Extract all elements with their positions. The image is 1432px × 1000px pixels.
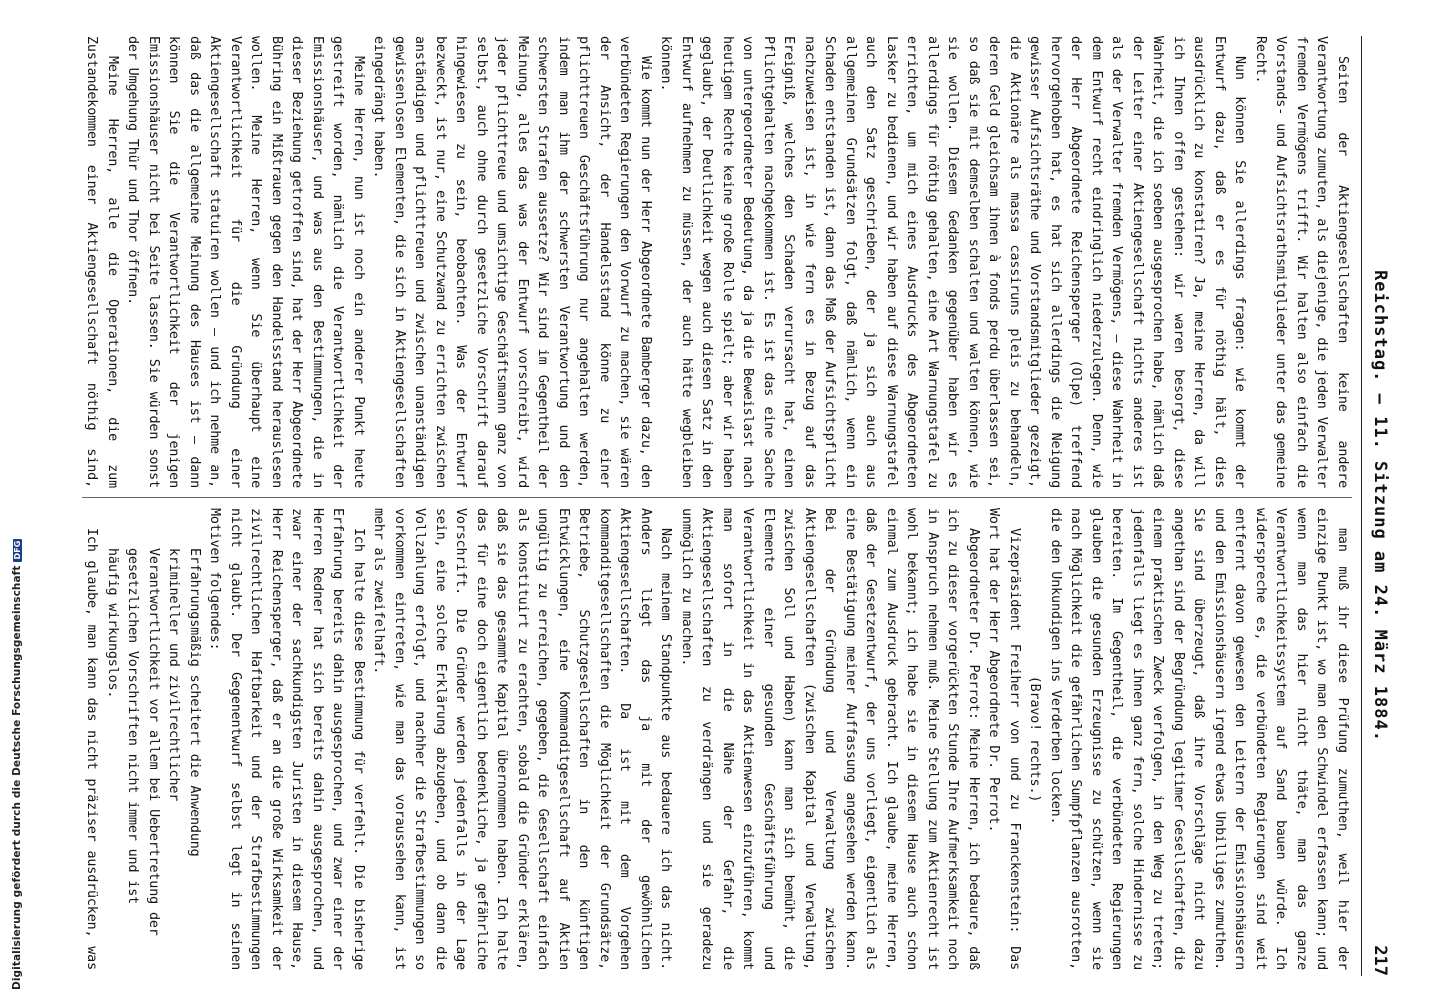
paragraph: Meine Herren, nun ist noch ein anderer Punkt heute gestreift worden, nämlich die Verantwortlichkeit der Emissionshäuser, und was aus den Bestimmungen, die in dieser Beziehung getroffen sind, hat der Herr Abgeordnete Bühring ein Mißtrauen gegen den Handelsstand herauslesen wollen. Meine Herren, wenn Sie überhaupt eine Verantwortlichkeit für die Gründung einer Aktiengesellschaft statuiren wollen — und ich nehme an, daß das die allgemeine Meinung des Hauses ist — dann können Sie die Verantwortlichkeit der jenigen Emissionshäuser nicht bei Seite lassen. Sie würden sonst der Umgehung Thür und Thor öffnen. bbox=[125, 36, 366, 488]
left-column bbox=[82, 36, 1352, 488]
page-number: 217 bbox=[1370, 945, 1390, 976]
paragraph: Wie kommt nun der Herr Abgeordnete Bamberger dazu, den verbündeten Regierungen den Vorwurf zu machen, sie wären der Ansicht, der Handelsstand könne zu einer pflichttreuen Geschäftsführung nur angehalten werden, indem man ihm der schwersten Verantwortung und den schwersten Strafen aussetze? Wir sind im Gegentheil der Meinung, alles das was der Entwurf vorschreibt, wird jeder pflichttreue und umsichtige Geschäftsmann ganz von selbst, auch ohne durch gesetzliche Vorschrift darauf hingewiesen zu sein, beobachten. Was der Entwurf bezweckt, ist nur, eine Schutzwand zu errichten zwischen anständigen und pflichttreuen und zwischen unanständigen gewissenlosen Elementen, die sich in Aktiengesellschaften eingedrängt haben. bbox=[371, 36, 653, 488]
paragraph: Vizepräsident Freiherr von und zu Franckenstein: Das Wort hat der Herr Abgeordnete Dr. Perrot. bbox=[986, 508, 1022, 970]
paragraph: Abgeordneter Dr. Perrot: Meine Herren, ich bedaure, daß ich zu dieser vorgerückten Stunde Ihre Aufmerksamkeit noch in Anspruch nehmen muß. Meine Stellung zum Aktienrecht ist wohl bekannt; ich habe sie in diesem Hause auch schon einmal zum Ausdruck gebracht. Ich glaube, meine Herren, daß der Gesetzentwurf, der uns vorliegt, eigentlich als eine Bestätigung meiner Auffassung angesehen werden kann. Bei der Gründung und Verwaltung zwischen Aktiengesellschaften (zwischen Kapital und Verwaltung, zwischen Soll und Haben) kann man sich bemüht, die Elemente einer gesunden Geschäftsführung und Verantwortlichkeit in das Aktienwesen einzuführen, kommt man sofort in die Nähe der Gefahr, die Aktiengesellschaften zu verdrängen und sie geradezu unmöglich zu machen. bbox=[679, 508, 981, 970]
paragraph: Ich halte diese Bestimmung für verfehlt. Die bisherige Erfahrung bereits dahin ausgesprochen, und zwar einer der Herren Redner hat sich bereits dahin ausgesprochen, und zwar einer der sachkundigsten Juristen in diesem Hause, Herr Reichensperger, daß er an die große Wirksamkeit der zivilrechtlichen Haftbarkeit und der Strafbestimmungen nicht glaubt. Der Gegenentwurf selbst legt in seinen Motiven folgendes: bbox=[207, 508, 366, 970]
watermark-text bbox=[11, 539, 23, 990]
scanned-page bbox=[70, 0, 1400, 1000]
interjection: (Bravo! rechts.) bbox=[1027, 675, 1043, 803]
dfg-logo: DFG bbox=[13, 540, 22, 560]
paragraph: Meine Herren, alle die Operationen, die zum Zustandekommen einer Aktiengesellschaft nöthig sind, bbox=[84, 36, 120, 488]
paragraph: Ich glaube, man kann das nicht präziser ausdrücken, was bbox=[84, 528, 100, 970]
running-title: Reichstag. — 11. Sitzung am 24. März 1884. bbox=[1370, 270, 1390, 742]
page-header bbox=[1361, 36, 1392, 976]
column-divider bbox=[82, 497, 1352, 498]
paragraph: man muß ihr diese Prüfung zumuthen, weil hier der einzige Punkt ist, wo man den Schwindel erfassen kann; und wenn man das hier nicht thäte, man das ganze Verantwortlichkeitssystem auf Sand bauen würde. Ich widerspreche es, die verbündeten Regierungen sind weit entfernt davon gewesen den Leitern der Emissionshäusern und den Emissionshäusern irgend etwas Unbilliges zumuthen. Sie sind überzeugt, daß ihre Vorschläge nicht dazu angethan sind der Begründung legitimer Gesellschaften, die einem praktischen Zweck verfolgen, in den Weg zu treten; jedenfalls liegt es ihnen ganz fern, solche Hindernisse zu bereiten. Im Gegentheil, die verbündeten Regierungen glauben die gesunden Erzeugnisse zu schützen, wenn sie nach Möglichkeit die gefährlichen Sumpfpflanzen ausrotten, die den Unkundigen ins Verderben locken. bbox=[1048, 508, 1350, 970]
dfg-watermark bbox=[0, 0, 22, 1000]
paragraph: Nach meinem Standpunkte aus bedauere ich das nicht. Anders liegt das ja mit der gewöhnlichen Aktiengesellschaften. Da ist mit dem Vorgehen kommanditgesellschaften die Möglichkeit der Grundsätze, Betriebe, Schutzgesellschaften in den künftigen Entwicklungen, eine Kommanditgesellschaft auf Aktien ungültig zu erreichen, gegeben, die Gesellschaft einfach als konstituirt zu erachten, sobald die Gründer erklären, daß sie das gesammte Kapital übernommen haben. Ich halte das für eine doch eigentlich bedenkliche, ja gefährliche Vorschrift. Die Gründer werden jedenfalls in der Lage sein, eine solche Erklärung abzugeben, und ob dann die Vollzahlung erfolgt, und nachher die Strafbestimmungen so vorkommen eintreten, wie man das voraussehen kann, ist mehr als zweifelhaft. bbox=[371, 508, 674, 970]
right-column bbox=[82, 508, 1352, 970]
paragraph: Erfahrungsmäßig scheitert die Anwendung krimineller und zivilrechtlicher Verantwortlichkeit vor allem bei Uebertretung der gesetzlichen Vorschriften nicht immer und ist häufig wirkungslos. bbox=[105, 548, 202, 936]
watermark-label: Digitalisierung gefördert durch die Deutsche Forschungsgemeinschaft bbox=[11, 565, 23, 990]
paragraph: Nun können Sie allerdings fragen: wie kommt der Entwurf dazu, daß er es für nöthig hält, dies ausdrücklich zu konstatiren? Ja, meine Herren, da will ich Ihnen offen gestehen: wir waren besorgt, diese Wahrheit, die ich soeben ausgesprochen habe, nämlich daß der Leiter einer Aktiengesellschaft nichts anderes ist als der Verwalter fremden Vermögens, — diese Wahrheit in dem Entwurf recht eindringlich niederzulegen. Denn, wie der Herr Abgeordnete Reichensperger (Olpe) treffend hervorgehoben hat, es hat sich allerdings die Neigung gewisser Aufsichtsräthe und Vorstandsmitglieder gezeigt, die Aktionäre als massa cassiruns pleis zu behandeln, deren Geld gleichsam ihnen à fonds perdu überlassen sei, so daß sie mit demselben schalten und walten können, wie sie wollen. Diesem Gedanken gegenüber haben wir es allerdings für nöthig gehalten, eine Art Warnungstafel zu errichten, um mich eines Ausdrucks des Abgeordneten Lasker zu bedienen, und wir haben auf diese Warnungstafel auch den Satz geschrieben, der ja sich auch aus allgemeinen Grundsätzen folgt, daß nämlich, wenn ein Schaden entstanden ist, dann das Maß der Aufsichtspflicht nachzuweisen ist, in wie fern es in Bezug auf das Ereigniß, welches den Schaden verursacht hat, einen Pflichtgehalten nachgekommen ist. Es ist das eine Sache von untergeordneter Bedeutung, da ja die Beweislast nach heutigem Rechte keine große Rolle spielt; aber wir haben geglaubt, der Deutlichkeit wegen auch diesen Satz in den Entwurf aufnehmen zu müssen, der auch hätte wegbleiben können. bbox=[658, 36, 1248, 488]
paragraph: Seiten der Aktiengesellschaften keine andere Verantwortung zumuten, als diejenige, die jeden Verwalter fremden Vermögens trifft. Wir halten also einfach die Vorstands- und Aufsichtsrathsmitglieder unter das gemeine Recht. bbox=[1253, 36, 1350, 488]
